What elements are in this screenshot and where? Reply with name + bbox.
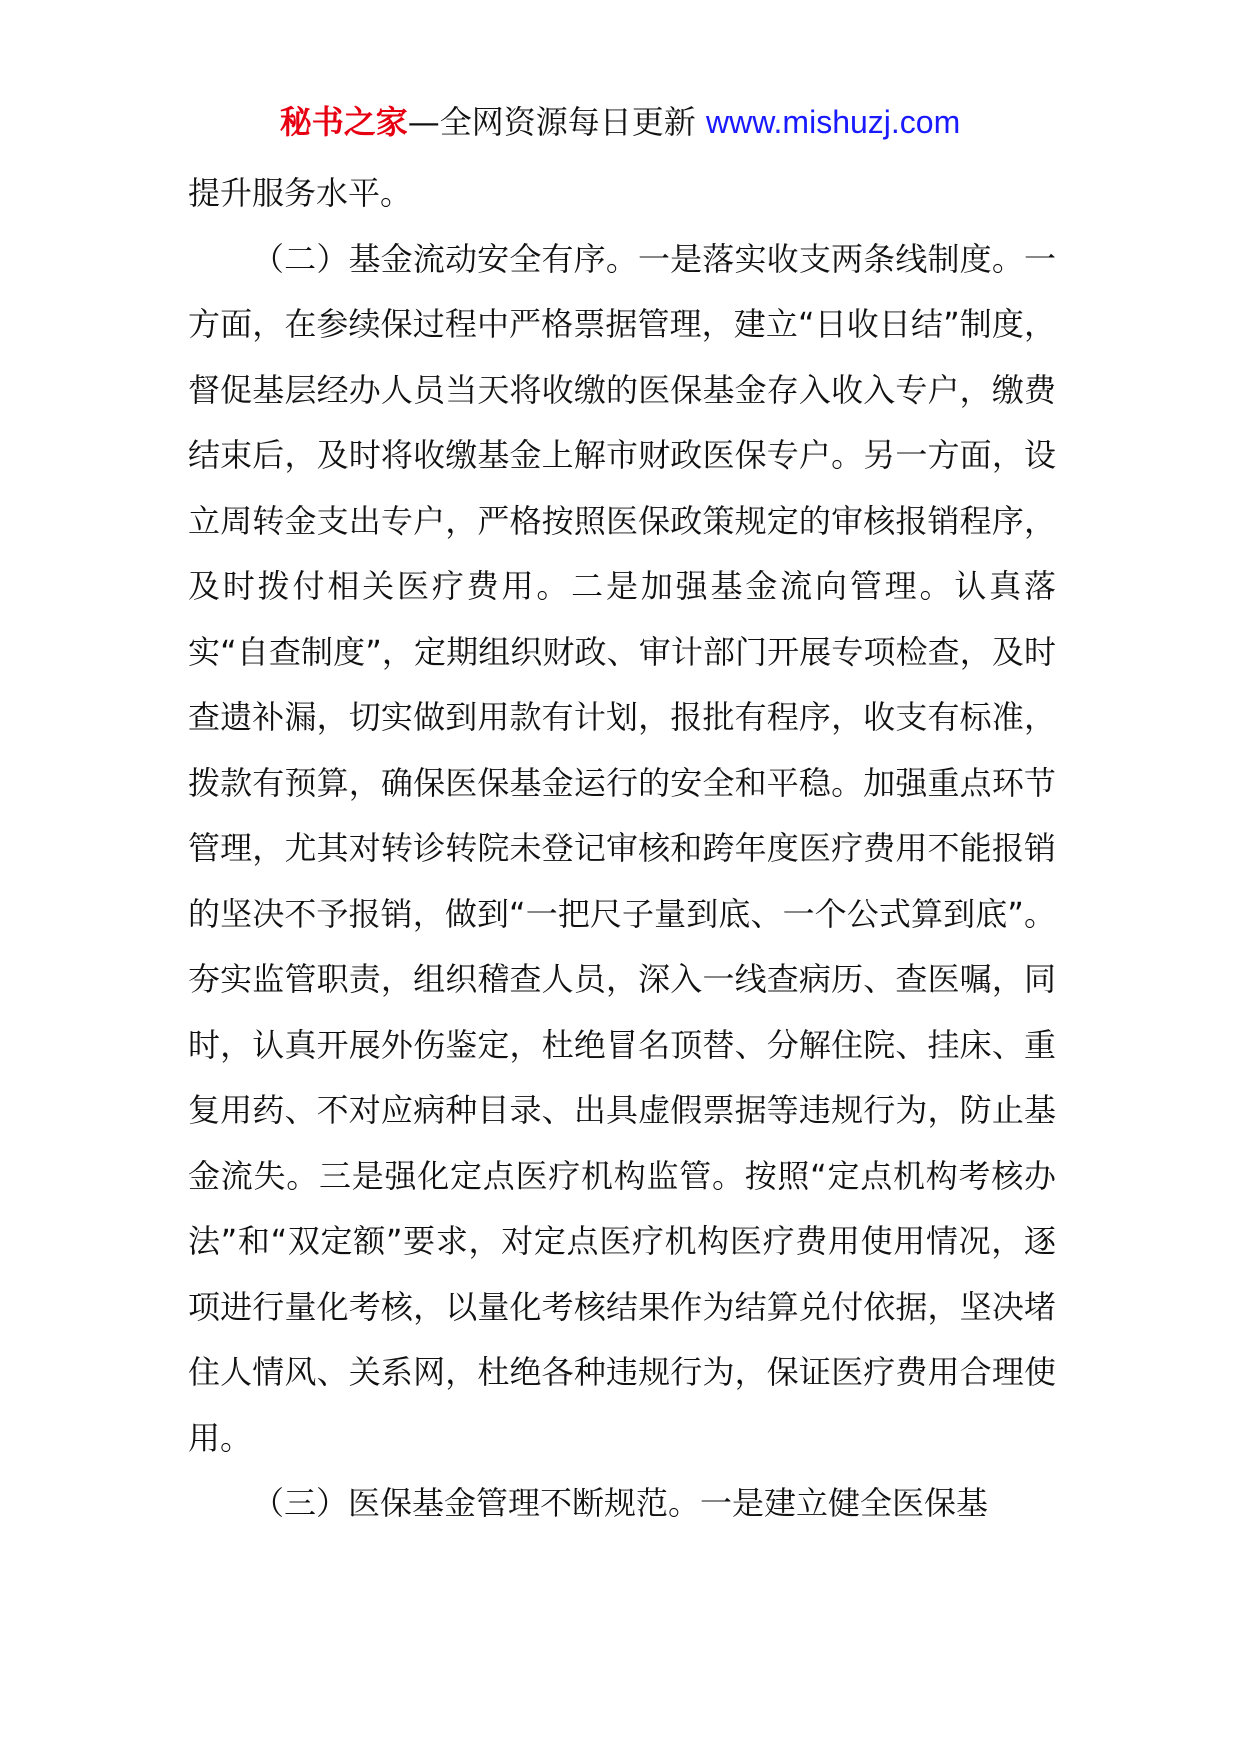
site-url: www.mishuzj.com bbox=[705, 104, 961, 140]
paragraph-section-3: （三）医保基金管理不断规范。一是建立健全医保基 bbox=[252, 1484, 989, 1522]
tagline: —全网资源每日更新 bbox=[407, 103, 706, 141]
paragraph-continuation: 提升服务水平。 bbox=[188, 174, 413, 212]
brand-name: 秘书之家 bbox=[279, 103, 408, 141]
document-body bbox=[188, 161, 1056, 1537]
paragraph-section-2: （二）基金流动安全有序。一是落实收支两条线制度。一方面，在参续保过程中严格票据管理，建立“日收日结”制度，督促基层经办人员当天将收缴的医保基金存入收入专户，缴费结束后，及时将收缴基金上解市财政医保专户。另一方面，设立周转金支出专户，严格按照医保政策规定的审核报销程序，及时拨付相关医疗费用。二是加强基金流向管理。认真落实“自查制度”，定期组织财政、审计部门开展专项检查，及时查遗补漏，切实做到用款有计划，报批有程序，收支有标准，拨款有预算，确保医保基金运行的安全和平稳。加强重点环节管理，尤其对转诊转院未登记审核和跨年度医疗费用不能报销的坚决不予报销，做到“一把尺子量到底、一个公式算到底”。夯实监管职责，组织稽查人员，深入一线查病历、查医嘱，同时，认真开展外伤鉴定，杜绝冒名顶替、分解住院、挂床、重复用药、不对应病种目录、出具虚假票据等违规行为，防止基金流失。三是强化定点医疗机构监管。按照“定点机构考核办法”和“双定额”要求，对定点医疗机构医疗费用使用情况，逐项进行量化考核，以量化考核结果作为结算兑付依据，坚决堵住人情风、关系网，杜绝各种违规行为，保证医疗费用合理使用。 bbox=[188, 239, 1056, 1457]
site-watermark-header bbox=[0, 100, 1240, 144]
